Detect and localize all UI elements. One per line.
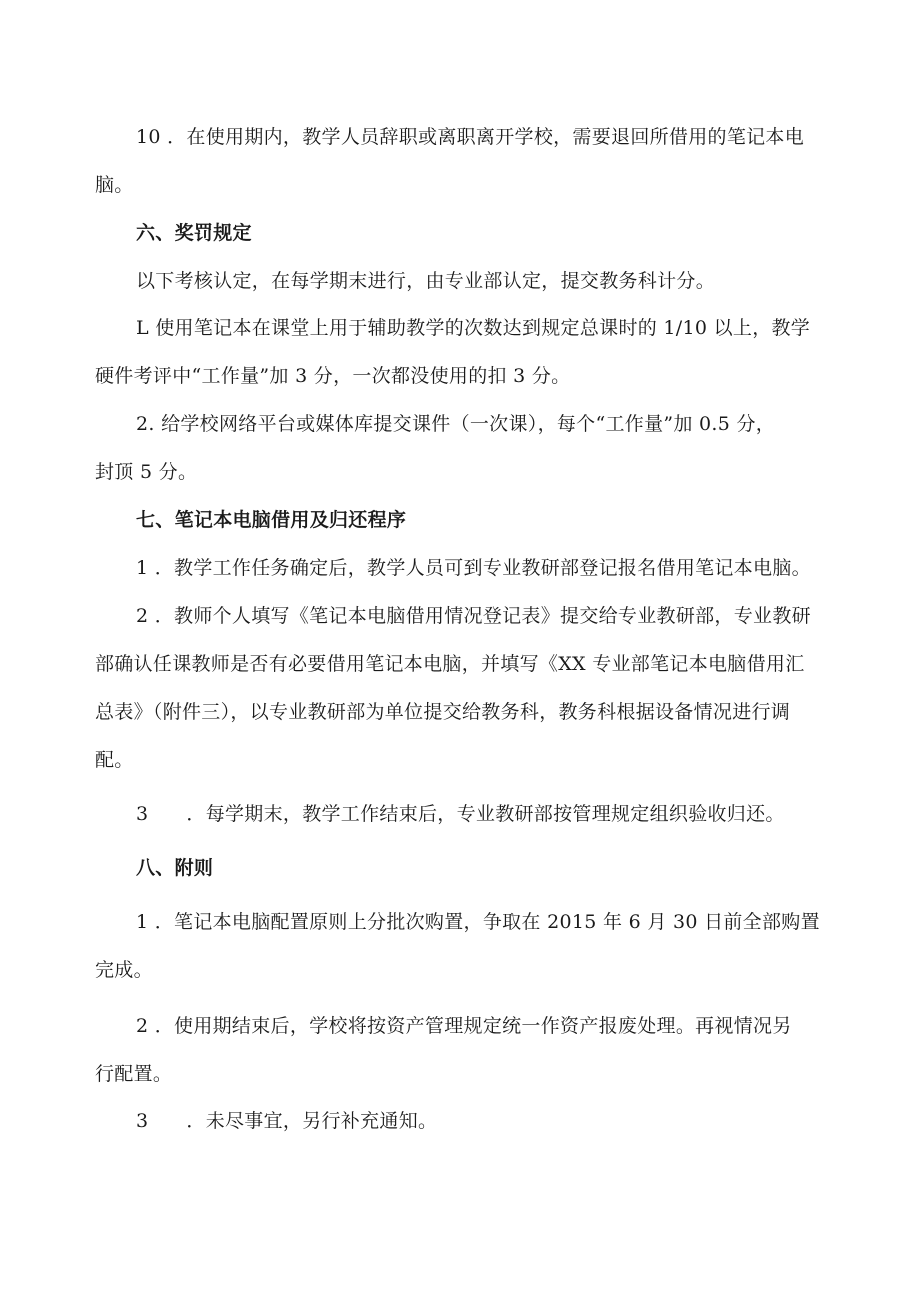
section-heading-6: 六、奖罚规定 bbox=[136, 222, 252, 244]
paragraph-appendix-1-line-2: 完成。 bbox=[95, 959, 153, 981]
paragraph-procedure-3 bbox=[136, 802, 785, 826]
paragraph-appendix-2-line-2: 行配置。 bbox=[95, 1063, 173, 1085]
paragraph-procedure-2-line-3: 总表》（附件三），以专业教研部为单位提交给教务科，教务科根据设备情况进行调 bbox=[95, 701, 791, 723]
paragraph-rule-1-line-1: L 使用笔记本在课堂上用于辅助教学的次数达到规定总课时的 1/10 以上，教学 bbox=[136, 317, 811, 339]
section-heading-8: 八、附则 bbox=[136, 857, 214, 879]
paragraph-appendix-3 bbox=[136, 1109, 437, 1133]
paragraph-10-line-2: 脑。 bbox=[95, 174, 134, 196]
list-text: ．每学期末，教学工作结束后，专业教研部按管理规定组织验收归还。 bbox=[186, 803, 785, 825]
list-number: 3 bbox=[136, 1110, 149, 1132]
paragraph-procedure-2-line-4: 配。 bbox=[95, 749, 134, 771]
paragraph-appendix-2-line-1: 2 ．使用期结束后，学校将按资产管理规定统一作资产报废处理。再视情况另 bbox=[136, 1015, 792, 1037]
section-heading-7: 七、笔记本电脑借用及归还程序 bbox=[136, 509, 407, 531]
paragraph-assessment-intro: 以下考核认定，在每学期末进行，由专业部认定，提交教务科计分。 bbox=[136, 270, 716, 292]
paragraph-rule-2-line-1: 2. 给学校网络平台或媒体库提交课件（一次课），每个“工作量”加 0.5 分， bbox=[136, 413, 776, 435]
paragraph-10-line-1: 10 ．在使用期内，教学人员辞职或离职离开学校，需要退回所借用的笔记本电 bbox=[136, 126, 805, 148]
paragraph-procedure-1: 1 ．教学工作任务确定后，教学人员可到专业教研部登记报名借用笔记本电脑。 bbox=[136, 557, 811, 579]
paragraph-rule-1-line-2: 硬件考评中“工作量”加 3 分，一次都没使用的扣 3 分。 bbox=[95, 365, 571, 387]
paragraph-procedure-2-line-2: 部确认任课教师是否有必要借用笔记本电脑，并填写《XX 专业部笔记本电脑借用汇 bbox=[95, 653, 805, 675]
paragraph-rule-2-line-2: 封顶 5 分。 bbox=[95, 461, 198, 483]
list-number: 3 bbox=[136, 803, 149, 825]
paragraph-appendix-1-line-1: 1 ．笔记本电脑配置原则上分批次购置，争取在 2015 年 6 月 30 日前全部购置 bbox=[136, 911, 820, 933]
paragraph-procedure-2-line-1: 2 ．教师个人填写《笔记本电脑借用情况登记表》提交给专业教研部，专业教研 bbox=[136, 605, 811, 627]
list-text: ．未尽事宜，另行补充通知。 bbox=[186, 1110, 438, 1132]
